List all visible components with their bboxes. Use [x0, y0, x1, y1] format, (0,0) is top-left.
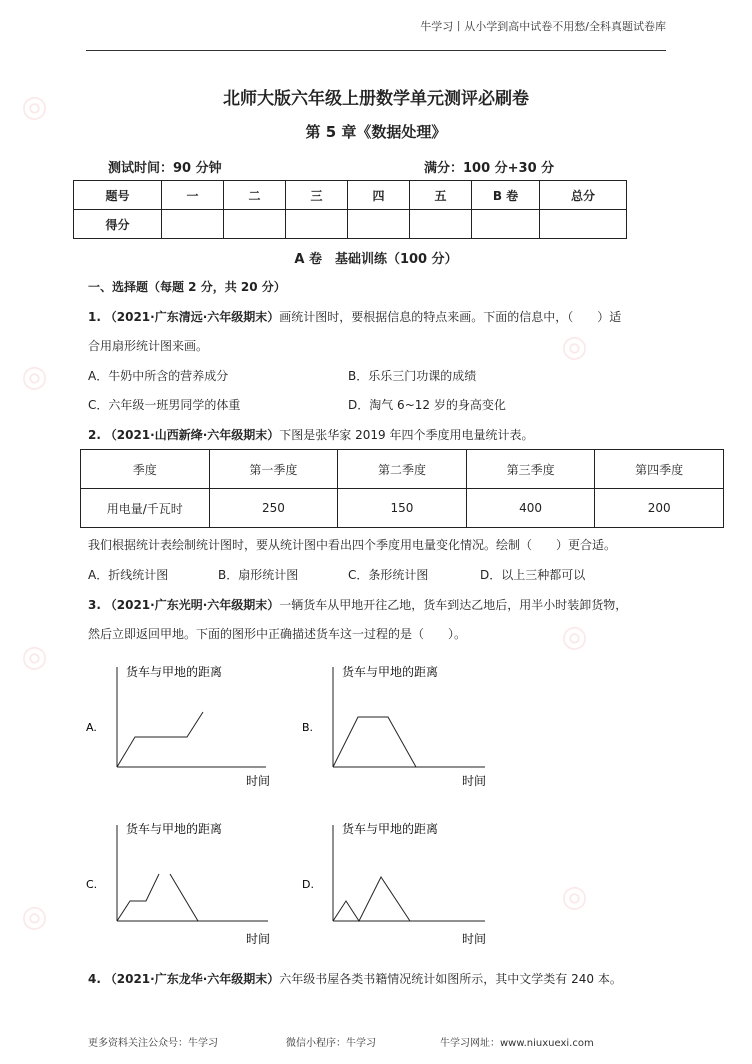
table-row-label: 得分: [74, 210, 162, 239]
part-one-heading: 一、选择题（每题 2 分，共 20 分）: [88, 280, 286, 294]
graph-label: D.: [302, 878, 314, 891]
table-header-cell: 第四季度: [595, 450, 724, 489]
graph-xlabel: 时间: [462, 932, 487, 946]
page-header: 牛学习丨从小学到高中试卷不用愁/全科真题试卷库: [420, 20, 666, 33]
graph-d[interactable]: [302, 821, 486, 946]
table-header-cell: 二: [224, 181, 286, 210]
question-source: （2021·广东光明·六年级期末）: [104, 598, 280, 612]
score-cell[interactable]: [348, 210, 410, 239]
question-source: （2021·广东清远·六年级期末）: [104, 310, 280, 324]
table-header-cell: 题号: [74, 181, 162, 210]
score-cell[interactable]: [540, 210, 627, 239]
watermark: ◎: [551, 616, 595, 659]
watermark: ◎: [11, 636, 55, 679]
table-header-cell: B 卷: [472, 181, 540, 210]
watermark: ◎: [551, 326, 595, 369]
table-cell: 400: [466, 489, 595, 528]
question-2-after: 我们根据统计表绘制统计图时，要从统计图中看出四个季度用电量变化情况。绘制（ ）更合适。: [88, 538, 617, 552]
q3-graphs: [80, 655, 720, 955]
table-cell: 200: [595, 489, 724, 528]
score-cell[interactable]: [162, 210, 224, 239]
graph-line: [170, 874, 198, 921]
question-number: 4.: [88, 972, 101, 986]
graph-label: C.: [86, 878, 98, 891]
table-header-cell: 四: [348, 181, 410, 210]
score-cell[interactable]: [224, 210, 286, 239]
question-stem: 下图是张华家 2019 年四个季度用电量统计表。: [279, 428, 534, 442]
graph-a[interactable]: [86, 664, 270, 788]
section-a-heading: A 卷 基础训练（100 分）: [294, 252, 458, 267]
q1-option-b[interactable]: B．乐乐三门功课的成绩: [348, 369, 477, 383]
table-cell: 250: [209, 489, 338, 528]
electricity-table: [80, 449, 724, 528]
graph-ylabel: 货车与甲地的距离: [126, 822, 223, 836]
q2-option-a[interactable]: A．折线统计图: [88, 568, 169, 582]
graph-ylabel: 货车与甲地的距离: [342, 822, 439, 836]
q2-option-b[interactable]: B．扇形统计图: [218, 568, 299, 582]
footer-mini-program: 微信小程序：牛学习: [286, 1038, 376, 1049]
table-header-cell: 一: [162, 181, 224, 210]
question-3: [88, 597, 688, 613]
header-divider: [86, 50, 666, 51]
graph-line: [117, 874, 159, 921]
table-header-cell: 总分: [540, 181, 627, 210]
graph-line: [333, 877, 410, 921]
footer-website-link[interactable]: 牛学习网址：www.niuxuexi.com: [440, 1038, 594, 1049]
question-2: [88, 427, 533, 443]
watermark: ◎: [11, 356, 55, 399]
question-source: （2021·广东龙华·六年级期末）: [104, 972, 280, 986]
graph-ylabel: 货车与甲地的距离: [342, 665, 439, 679]
watermark: ◎: [551, 876, 595, 919]
graph-xlabel: 时间: [246, 774, 271, 788]
graph-b[interactable]: [302, 664, 486, 788]
q2-option-c[interactable]: C．条形统计图: [348, 568, 429, 582]
question-number: 3.: [88, 598, 101, 612]
table-row-label: 用电量/千瓦时: [81, 489, 210, 528]
table-header-cell: 季度: [81, 450, 210, 489]
table-cell: 150: [338, 489, 467, 528]
page-title: 北师大版六年级上册数学单元测评必刷卷: [223, 89, 529, 109]
table-header-cell: 第二季度: [338, 450, 467, 489]
graph-c[interactable]: [86, 821, 270, 946]
question-1-stem-cont: 合用扇形统计图来画。: [88, 339, 209, 353]
graph-label: A.: [86, 721, 97, 734]
table-header-cell: 五: [410, 181, 472, 210]
question-source: （2021·山西新绛·六年级期末）: [104, 428, 280, 442]
table-row: [81, 450, 724, 489]
q1-option-d[interactable]: D．淘气 6~12 岁的身高变化: [348, 398, 506, 412]
question-stem: 一辆货车从甲地开往乙地，货车到达乙地后，用半小时装卸货物，: [279, 598, 628, 612]
q2-option-d[interactable]: D．以上三种都可以: [480, 568, 586, 582]
score-cell[interactable]: [410, 210, 472, 239]
question-3-stem-cont: 然后立即返回甲地。下面的图形中正确描述货车这一过程的是（ ）。: [88, 627, 467, 641]
question-stem: 六年级书屋各类书籍情况统计如图所示，其中文学类有 240 本。: [279, 972, 622, 986]
graph-label: B.: [302, 721, 314, 734]
table-row: [74, 210, 627, 239]
question-1: [88, 309, 688, 325]
score-cell[interactable]: [472, 210, 540, 239]
question-4: [88, 971, 688, 987]
question-stem: 画统计图时，要根据信息的特点来画。下面的信息中，（ ）适: [279, 310, 622, 324]
score-table: [73, 180, 627, 239]
watermark: ◎: [11, 896, 55, 939]
table-row: [81, 489, 724, 528]
graph-xlabel: 时间: [462, 774, 487, 788]
table-header-cell: 三: [286, 181, 348, 210]
question-number: 1.: [88, 310, 101, 324]
page-subtitle: 第 5 章《数据处理》: [305, 123, 447, 141]
table-header-cell: 第三季度: [466, 450, 595, 489]
test-time: 测试时间：90 分钟: [108, 161, 222, 176]
watermark: ◎: [11, 86, 55, 129]
footer-wechat-account: 更多资料关注公众号：牛学习: [88, 1038, 218, 1049]
graph-line: [333, 717, 416, 767]
score-cell[interactable]: [286, 210, 348, 239]
q1-option-a[interactable]: A．牛奶中所含的营养成分: [88, 369, 229, 383]
graph-line: [117, 712, 203, 767]
question-number: 2.: [88, 428, 101, 442]
graph-ylabel: 货车与甲地的距离: [126, 665, 223, 679]
full-score: 满分：100 分+30 分: [424, 161, 555, 176]
q1-option-c[interactable]: C．六年级一班男同学的体重: [88, 398, 241, 412]
table-row: [74, 181, 627, 210]
graph-xlabel: 时间: [246, 932, 271, 946]
table-header-cell: 第一季度: [209, 450, 338, 489]
